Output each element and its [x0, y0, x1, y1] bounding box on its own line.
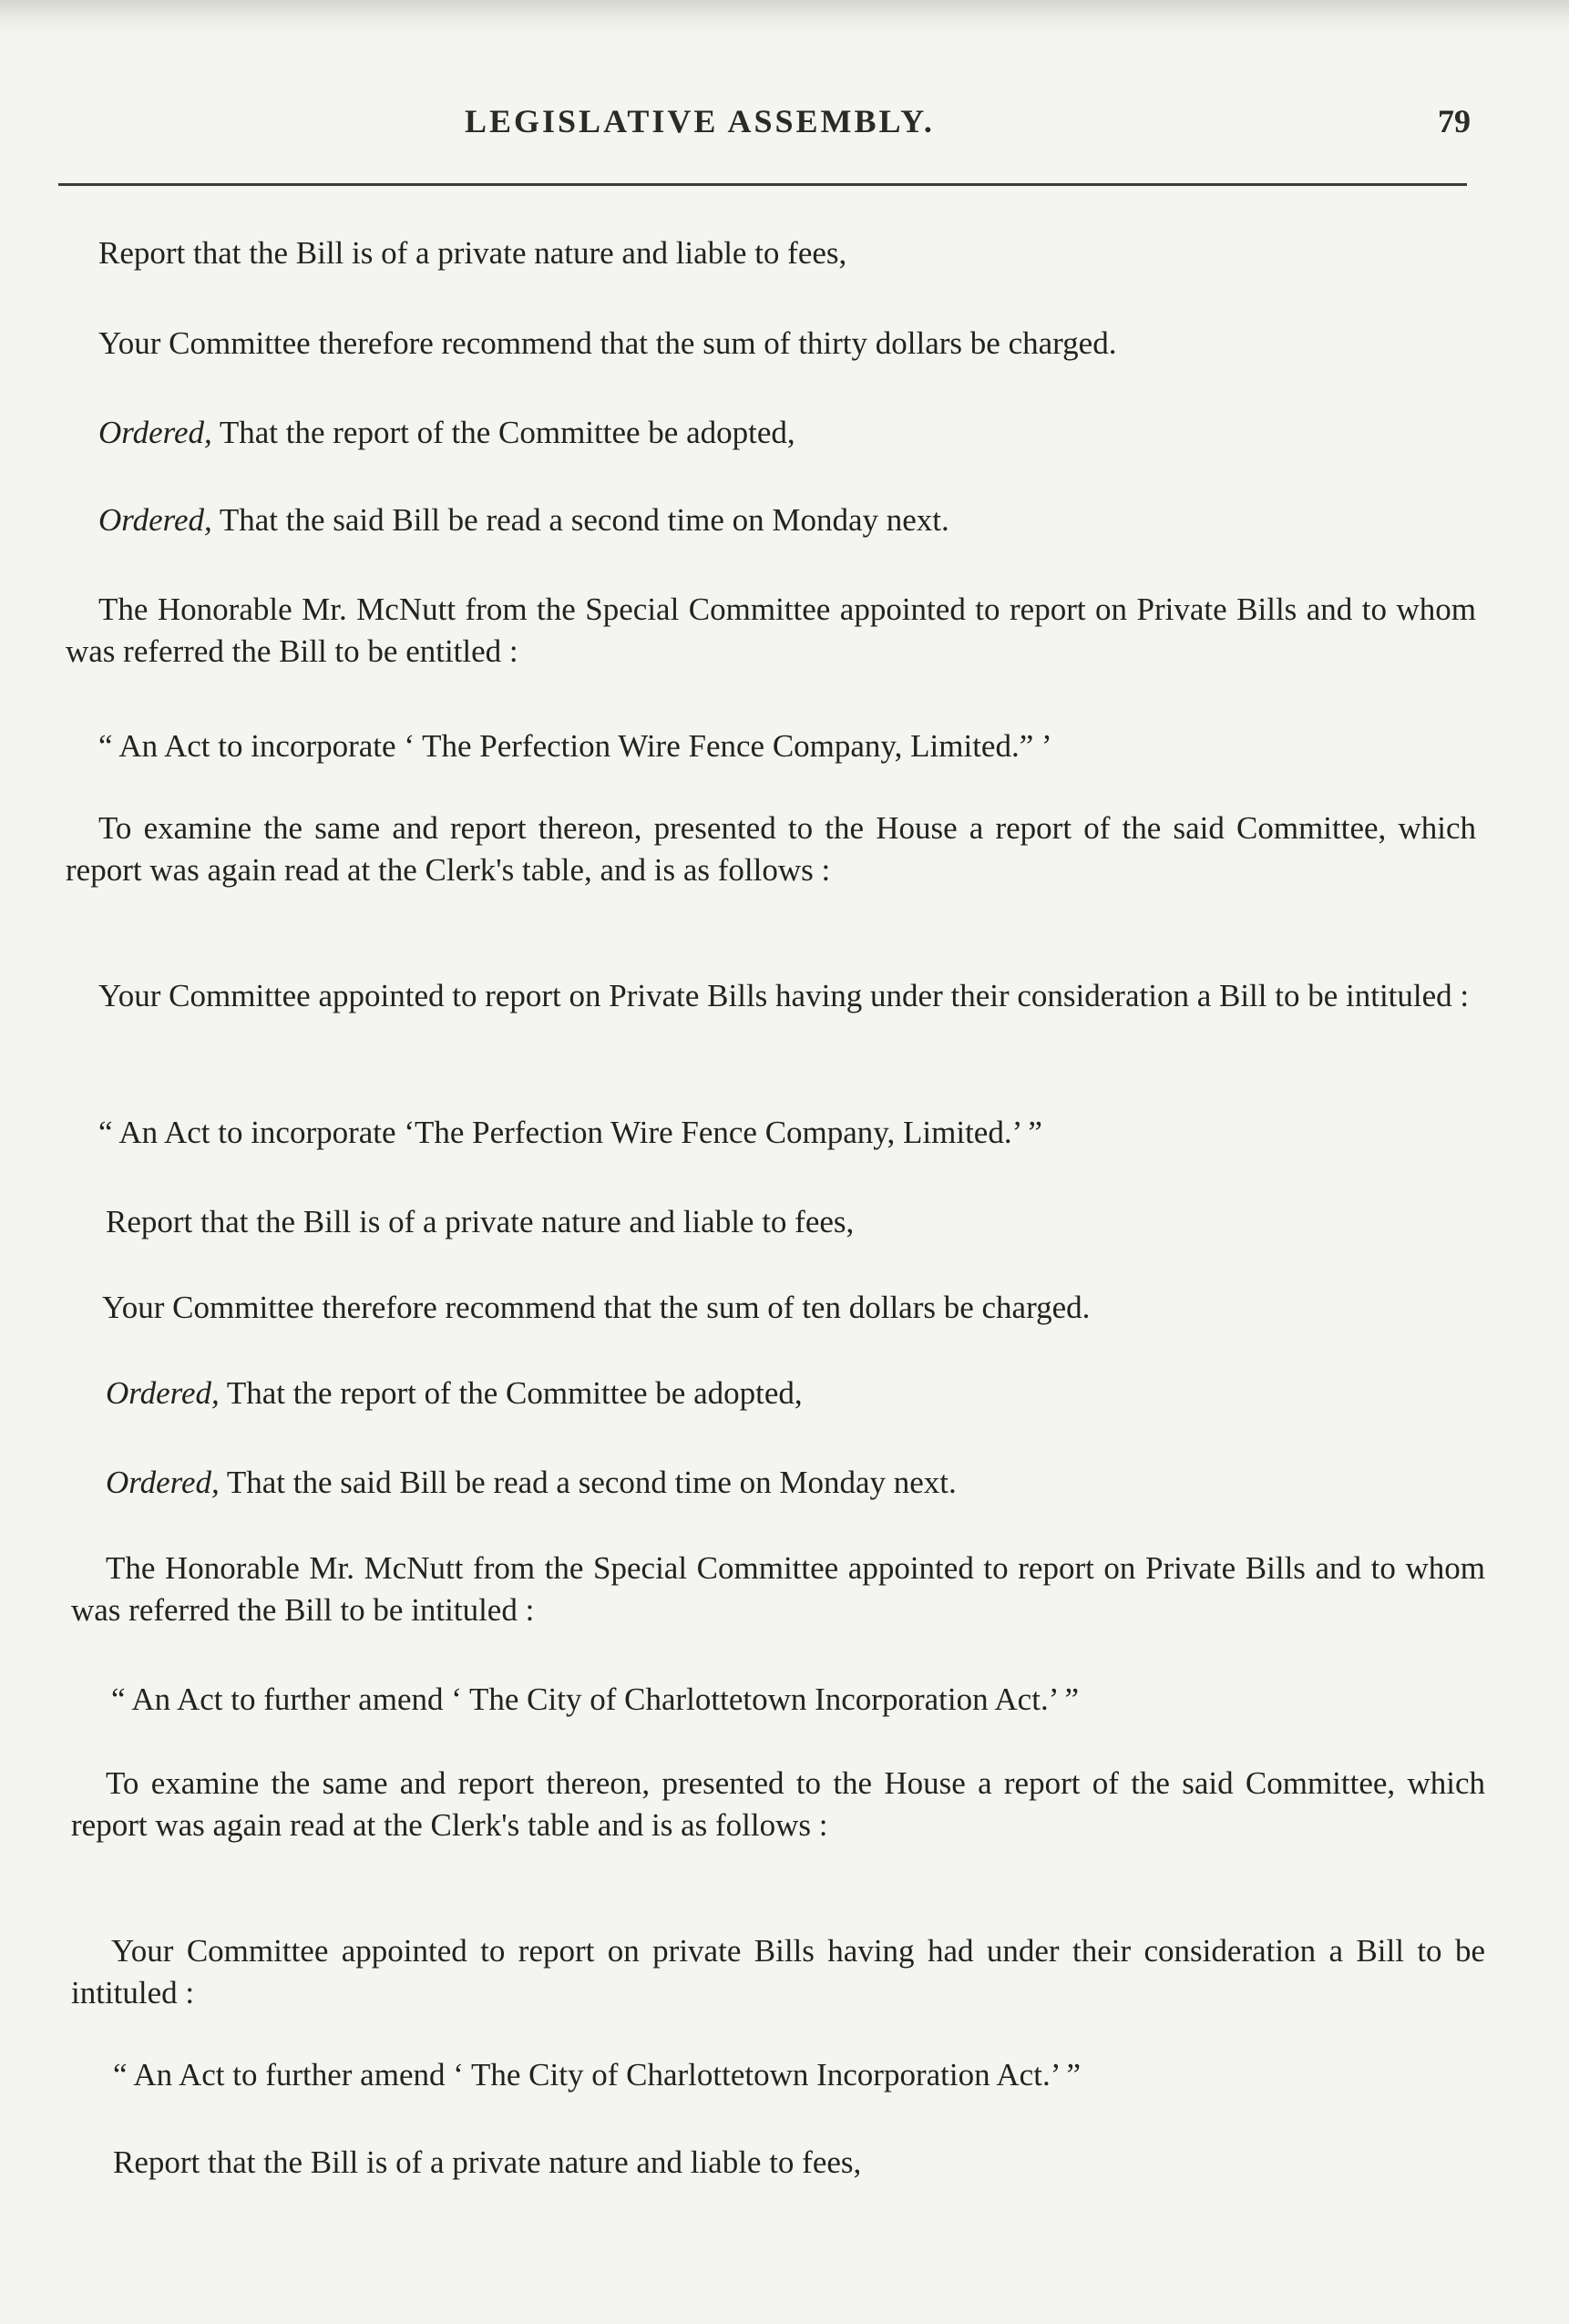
- running-title: LEGISLATIVE ASSEMBLY.: [465, 103, 935, 139]
- paragraph-committee-consideration: Your Committee appointed to report on private Bills having had under their consideration a Bill to be intituled :: [71, 1933, 1485, 2010]
- paragraph-committee-consideration: Your Committee appointed to report on Private Bills having under their consideration a Bill to be intituled :: [98, 978, 1470, 1013]
- paragraph-examine-report: To examine the same and report thereon, presented to the House a report of the said Committee, which report was again read at the Clerk's table and is as follows :: [71, 1765, 1485, 1843]
- paragraph-recommend-charge: Your Committee therefore recommend that the sum of ten dollars be charged.: [102, 1290, 1091, 1325]
- paragraph-report-fees: Report that the Bill is of a private nature and liable to fees,: [113, 2144, 862, 2180]
- paragraph-order-second-reading: Ordered, That the said Bill be read a second time on Monday next.: [106, 1465, 957, 1500]
- bill-title: “ An Act to incorporate ‘The Perfection Wire Fence Company, Limited.’ ”: [98, 1115, 1042, 1150]
- paragraph-committee-intro: The Honorable Mr. McNutt from the Special Committee appointed to report on Private Bills and to whom was referred the Bill to be entitled :: [66, 591, 1476, 669]
- ordered-label: Ordered,: [98, 415, 212, 450]
- ordered-label: Ordered,: [98, 502, 212, 538]
- ordered-label: Ordered,: [106, 1465, 220, 1500]
- paragraph-order-adopt: Ordered, That the report of the Committee be adopted,: [106, 1375, 803, 1411]
- page-header: [0, 102, 1569, 148]
- paragraph-recommend-charge: Your Committee therefore recommend that the sum of thirty dollars be charged.: [98, 325, 1117, 361]
- bill-title: “ An Act to further amend ‘ The City of Charlottetown Incorporation Act.’ ”: [113, 2057, 1082, 2093]
- paragraph-order-second-reading: Ordered, That the said Bill be read a second time on Monday next.: [98, 502, 949, 538]
- paragraph-examine-report: To examine the same and report thereon, presented to the House a report of the said Committee, which report was again read at the Clerk's table, and is as follows :: [66, 810, 1476, 888]
- page-number: 79: [1438, 103, 1471, 139]
- paragraph-committee-intro: The Honorable Mr. McNutt from the Special Committee appointed to report on Private Bills and to whom was referred the Bill to be intituled :: [71, 1550, 1485, 1628]
- paragraph-order-adopt: Ordered, That the report of the Committee be adopted,: [98, 415, 795, 450]
- bill-title: “ An Act to further amend ‘ The City of Charlottetown Incorporation Act.’ ”: [111, 1681, 1080, 1717]
- header-rule: [58, 183, 1467, 186]
- ordered-label: Ordered,: [106, 1375, 220, 1411]
- bill-title: “ An Act to incorporate ‘ The Perfection Wire Fence Company, Limited.” ’: [98, 728, 1052, 764]
- scan-edge-shading: [0, 0, 1569, 33]
- paragraph-report-fees: Report that the Bill is of a private nature and liable to fees,: [106, 1204, 855, 1239]
- paragraph-report-fees: Report that the Bill is of a private nature and liable to fees,: [98, 235, 847, 271]
